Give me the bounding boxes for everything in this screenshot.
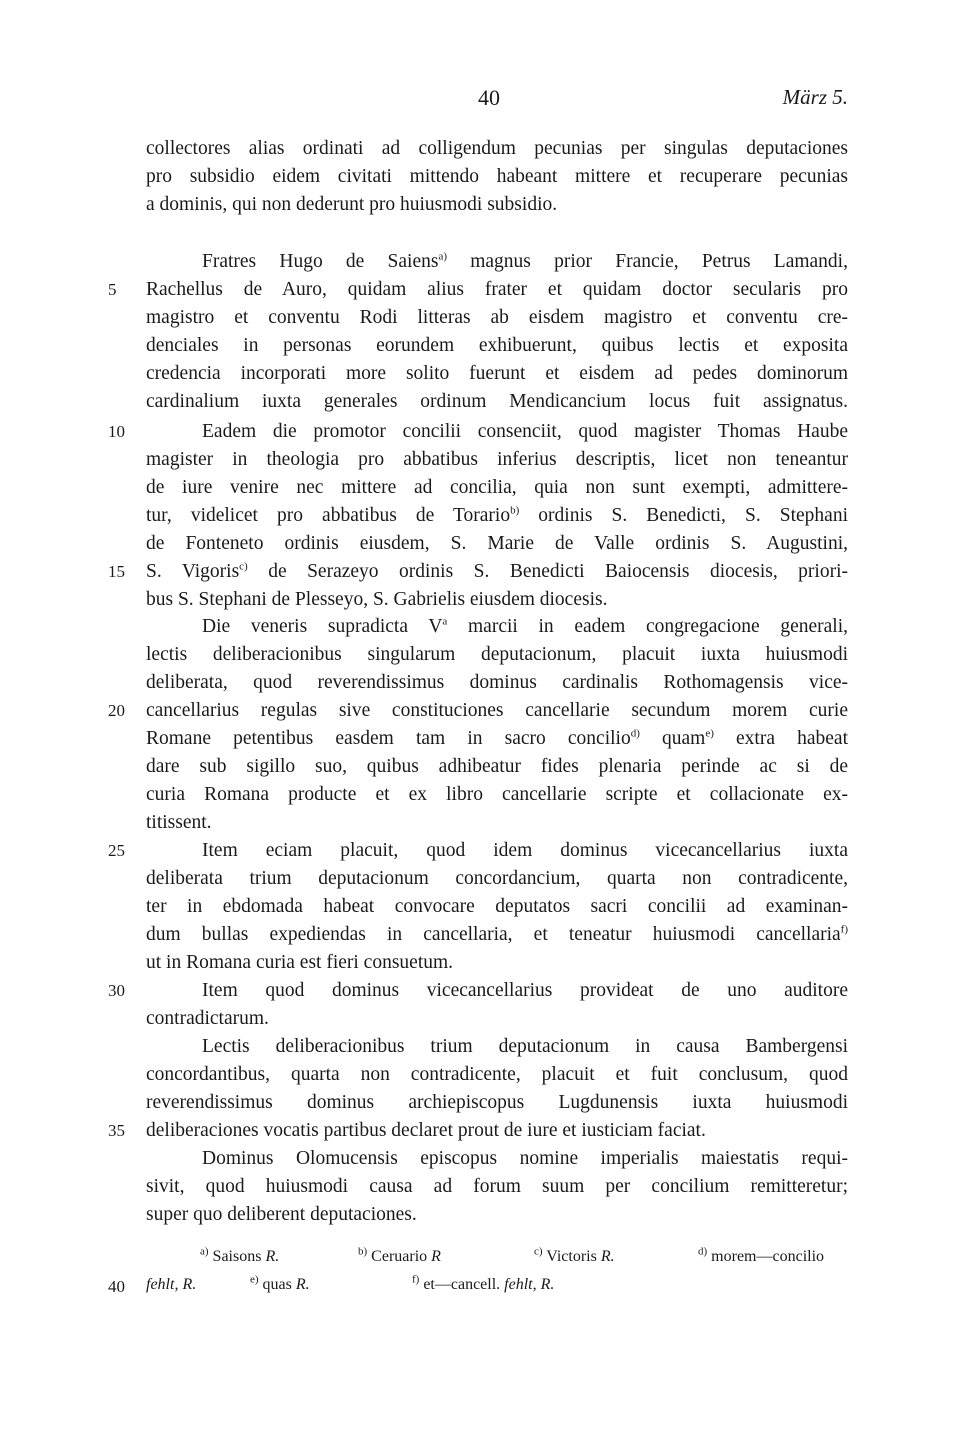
text-line: de Fonteneto ordinis eiusdem, S. Marie de Valle ordinis S. Augustini, (146, 533, 848, 554)
text-line: concordantibus, quarta non contradicente, placuit et fuit conclusum, quod (146, 1064, 848, 1085)
text-line: ter in ebdomada habeat convocare deputatos sacri concilii ad examinan- (146, 896, 848, 917)
text-line: Die veneris supradicta $V^a$ marcii in eadem congregacione generali, (202, 615, 849, 637)
text-line: collectores alias ordinati ad colligendum pecunias per singulas deputaciones (146, 138, 848, 159)
text-line: ut in Romana curia est fieri consuetum. (146, 952, 454, 973)
text-line: Dominus Olomucensis episcopus nomine imperialis maiestatis requi- (202, 1148, 848, 1169)
text-line: Eadem die promotor concilii consenciit, quod magister Thomas Haube (202, 421, 848, 442)
line-number: 15 (108, 562, 125, 581)
text-line: super quo deliberent deputaciones. (146, 1204, 417, 1225)
text-line: curia Romana producte et ex libro cancellarie scripte et collacionate ex- (146, 784, 848, 805)
text-line: denciales in personas eorundem exhibuerunt, quibus lectis et exposita (146, 335, 848, 356)
text-line: de iure venire nec mittere ad concilia, quia non sunt exempti, admittere- (146, 477, 848, 498)
footnote: $^{b)}$ Ceruario R (358, 1245, 441, 1265)
text-line: Lectis deliberacionibus trium deputacionum in causa Bambergensi (202, 1036, 848, 1057)
text-line: magister in theologia pro abbatibus inferius descriptis, licet non teneantur (146, 449, 848, 470)
page-number: 40 (478, 85, 500, 110)
footnote: $^{e)}$ quas R. (250, 1273, 310, 1293)
footnote: $^{c)}$ Victoris R. (534, 1245, 615, 1265)
line-number: 35 (108, 1121, 125, 1140)
text-line: titissent. (146, 812, 212, 833)
text-line: S. Vigoris$^{c)}$ de Serazeyo ordinis S. Benedicti Baiocensis diocesis, priori- (146, 560, 848, 582)
text-line: deliberata trium deputacionum concordancium, quarta non contradicente, (146, 868, 848, 889)
line-number: 40 (108, 1277, 125, 1296)
text-line: contradictarum. (146, 1008, 269, 1029)
text-line: lectis deliberacionibus singularum deputacionum, placuit iuxta huiusmodi (146, 644, 848, 665)
text-line: cardinalium iuxta generales ordinum Mendicancium locus fuit assignatus. (146, 391, 848, 412)
text-line: Fratres Hugo de Saiens$^{a)}$ magnus prior Francie, Petrus Lamandi, (202, 250, 848, 272)
footnote: $^{f)}$ et—cancell. fehlt, R. (412, 1273, 555, 1293)
page-header (0, 85, 960, 115)
text-line: credencia incorporati more solito fuerunt et eisdem ad pedes dominorum (146, 363, 848, 384)
text-line: pro subsidio eidem civitati mittendo habeant mittere et recuperare pecunias (146, 166, 848, 187)
text-line: dum bullas expediendas in cancellaria, et teneatur huiusmodi cancellaria$^{f)}$ (146, 923, 848, 945)
line-number: 30 (108, 981, 125, 1000)
text-line: cancellarius regulas sive constituciones cancellarie secundum morem curie (146, 700, 848, 721)
running-head: März 5. (782, 85, 848, 109)
text-line: deliberaciones vocatis partibus declaret prout de iure et iusticiam faciat. (146, 1120, 706, 1141)
text-line: tur, videlicet pro abbatibus de Torario$^{b)}$ ordinis S. Benedicti, S. Stephani (146, 504, 848, 526)
text-line: reverendissimus dominus archiepiscopus Lugdunensis iuxta huiusmodi (146, 1092, 848, 1113)
text-line: Romane petentibus easdem tam in sacro concilio$^{d)}$ quam$^{e)}$ extra habeat (146, 727, 848, 749)
text-line: Item eciam placuit, quod idem dominus vicecancellarius iuxta (202, 840, 848, 861)
footnote: fehlt, R. (146, 1276, 197, 1293)
line-number: 10 (108, 422, 125, 441)
text-line: dare sub sigillo suo, quibus adhibeatur fides plenaria perinde ac si de (146, 756, 848, 777)
line-number: 20 (108, 701, 125, 720)
text-line: sivit, quod huiusmodi causa ad forum suum per concilium remitteretur; (146, 1176, 848, 1197)
footnote: $^{a)}$ Saisons R. (200, 1245, 280, 1265)
text-line: Item quod dominus vicecancellarius provideat de uno auditore (202, 980, 848, 1001)
text-line: magistro et conventu Rodi litteras ab eisdem magistro et conventu cre- (146, 307, 848, 328)
text-line: deliberata, quod reverendissimus dominus cardinalis Rothomagensis vice- (146, 672, 848, 693)
text-line: Rachellus de Auro, quidam alius frater et quidam doctor secularis pro (146, 279, 848, 300)
text-line: bus S. Stephani de Plesseyo, S. Gabrielis eiusdem diocesis. (146, 589, 608, 610)
footnote: $^{d)}$ morem—concilio (698, 1245, 825, 1265)
line-number: 25 (108, 841, 125, 860)
line-number: 5 (108, 280, 117, 299)
text-line: a dominis, qui non dederunt pro huiusmodi subsidio. (146, 194, 558, 215)
